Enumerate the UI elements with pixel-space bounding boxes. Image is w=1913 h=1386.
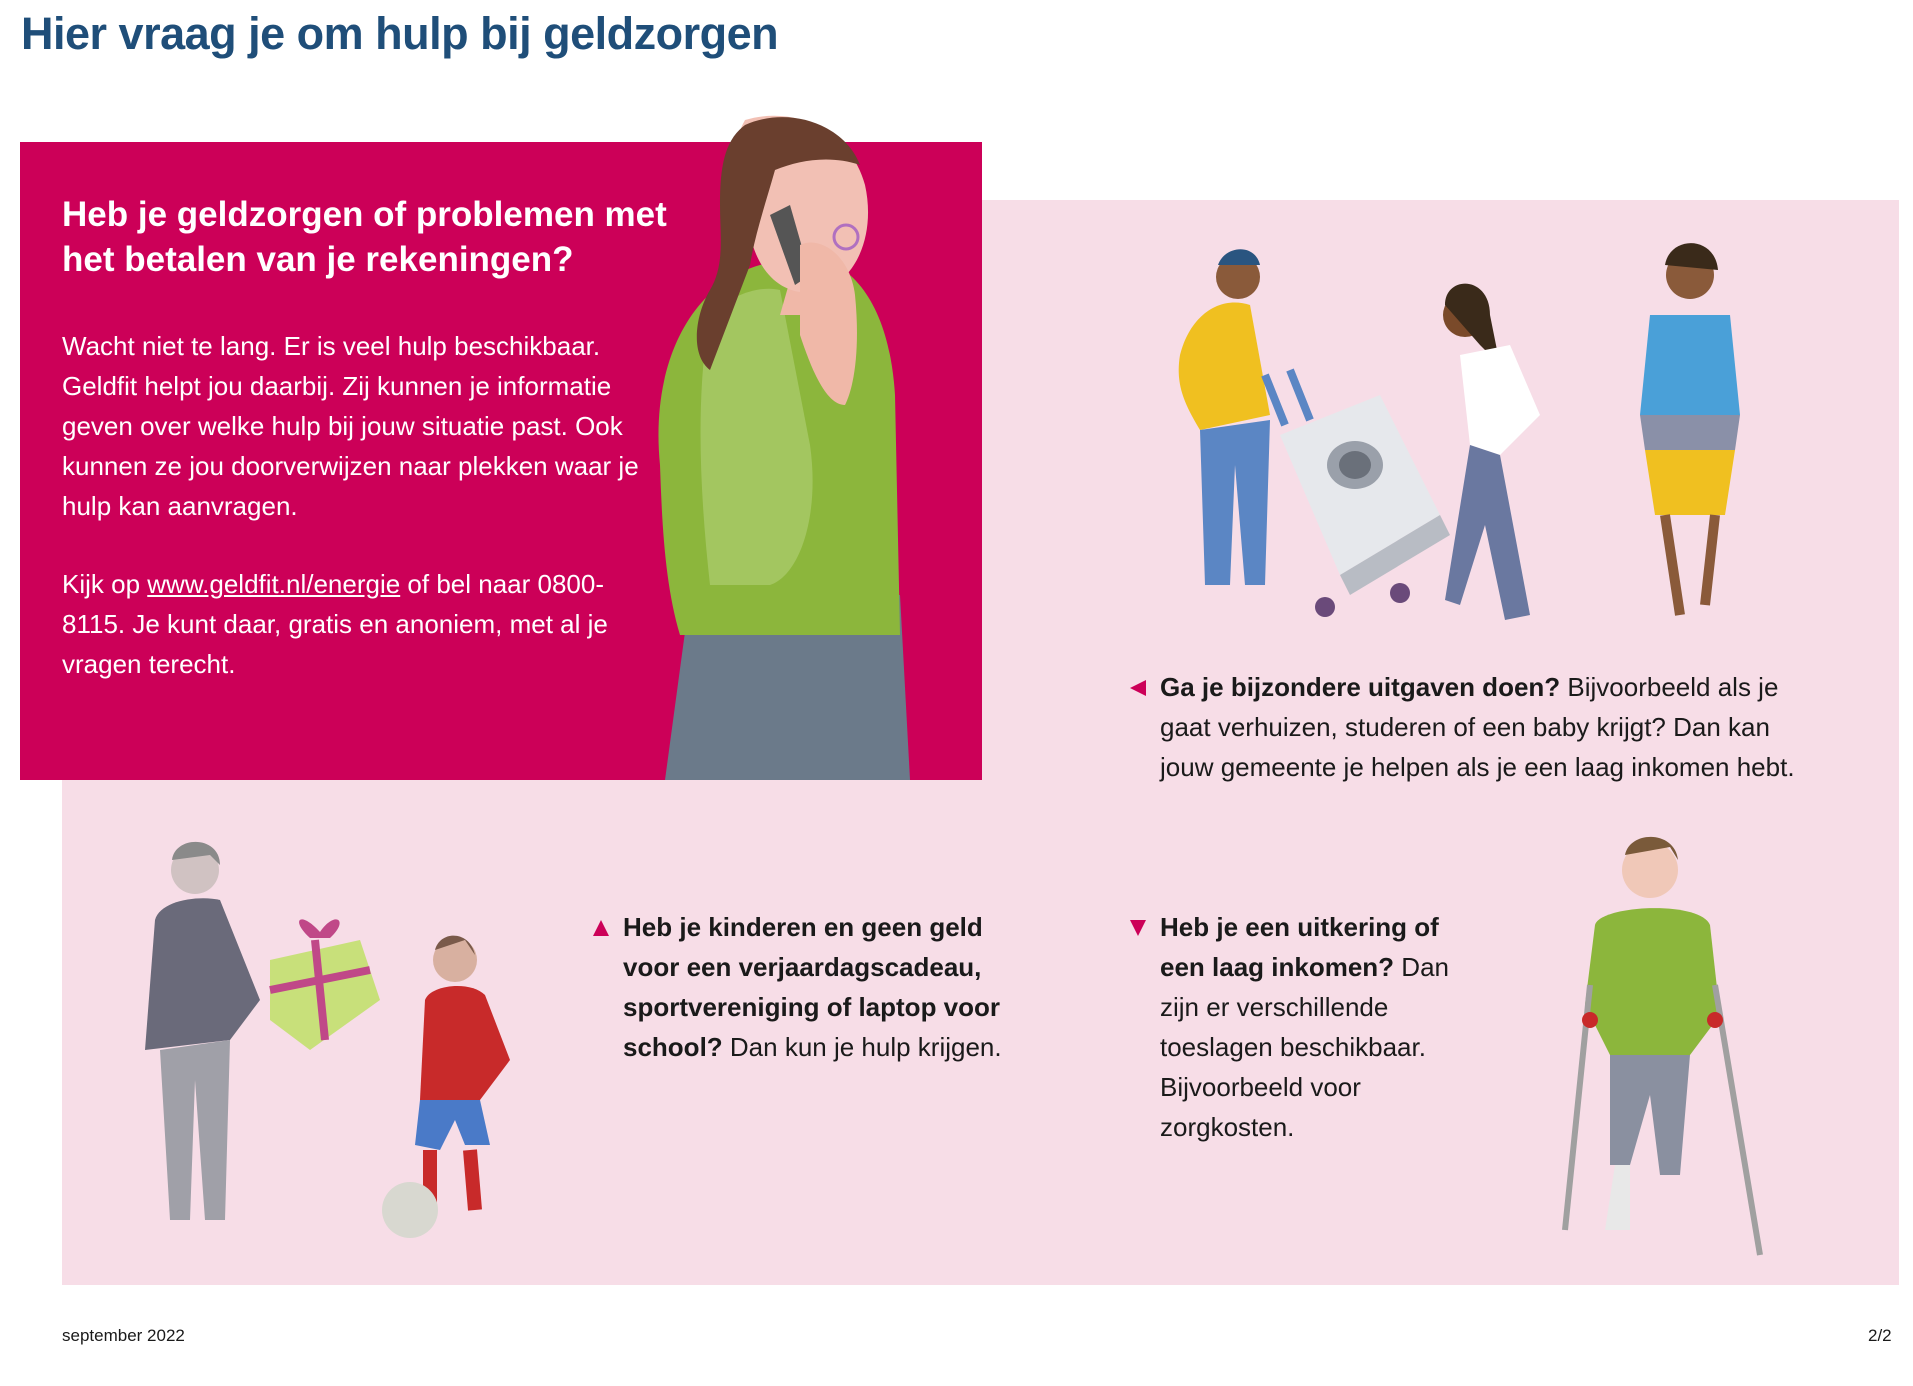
page-title: Hier vraag je om hulp bij geldzorgen <box>21 8 779 59</box>
children-question: Heb je kinderen en geen geld voor een verjaardagscadeau, sportvereniging of laptop voor school? <box>623 912 1001 1062</box>
expenses-question: Ga je bijzondere uitgaven doen? <box>1160 672 1561 702</box>
contact-text-end: of bel naar 0800-8115. Je kunt daar, gratis en anoniem, met al je vragen terecht. <box>62 569 608 679</box>
children-body: Dan kun je hulp krijgen. <box>722 1032 1002 1062</box>
benefits-question: Heb je een uitkering of een laag inkomen? <box>1160 912 1439 982</box>
moving-washing-machine-illustration <box>1160 235 1760 635</box>
gift-giving-illustration <box>140 840 540 1240</box>
children-text <box>623 907 1023 1067</box>
contact-text-start: Kijk op <box>62 569 148 599</box>
geldfit-link[interactable]: www.geldfit.nl/energie <box>147 569 401 599</box>
intro-heading: Heb je geldzorgen of problemen met het betalen van je rekeningen? <box>62 195 667 279</box>
expenses-body: Bijvoorbeeld als je gaat verhuizen, studeren of een baby krijgt? Dan kan jouw gemeente je helpen als je een laag inkomen hebt. <box>1160 672 1795 782</box>
footer-date: september 2022 <box>62 1326 185 1345</box>
crutches-illustration <box>1510 835 1790 1265</box>
expenses-text <box>1160 667 1810 787</box>
woman-on-phone-illustration <box>650 115 930 780</box>
triangle-left-icon <box>1128 678 1148 698</box>
intro-paragraph: Wacht niet te lang. Er is veel hulp beschikbaar. Geldfit helpt jou daarbij. Zij kunnen je informatie geven over welke hulp bij jouw situatie past. Ook kunnen ze jou doorverwijzen naar plekken waar je hulp kan aanvragen. <box>62 331 639 521</box>
contact-paragraph <box>62 564 662 684</box>
triangle-up-icon <box>591 918 611 938</box>
benefits-body: Dan zijn er verschillende toeslagen beschikbaar. Bijvoorbeeld voor zorgkosten. <box>1160 952 1449 1142</box>
triangle-down-icon <box>1128 918 1148 938</box>
page-number: 2/2 <box>1868 1326 1892 1345</box>
benefits-text <box>1160 907 1460 1147</box>
